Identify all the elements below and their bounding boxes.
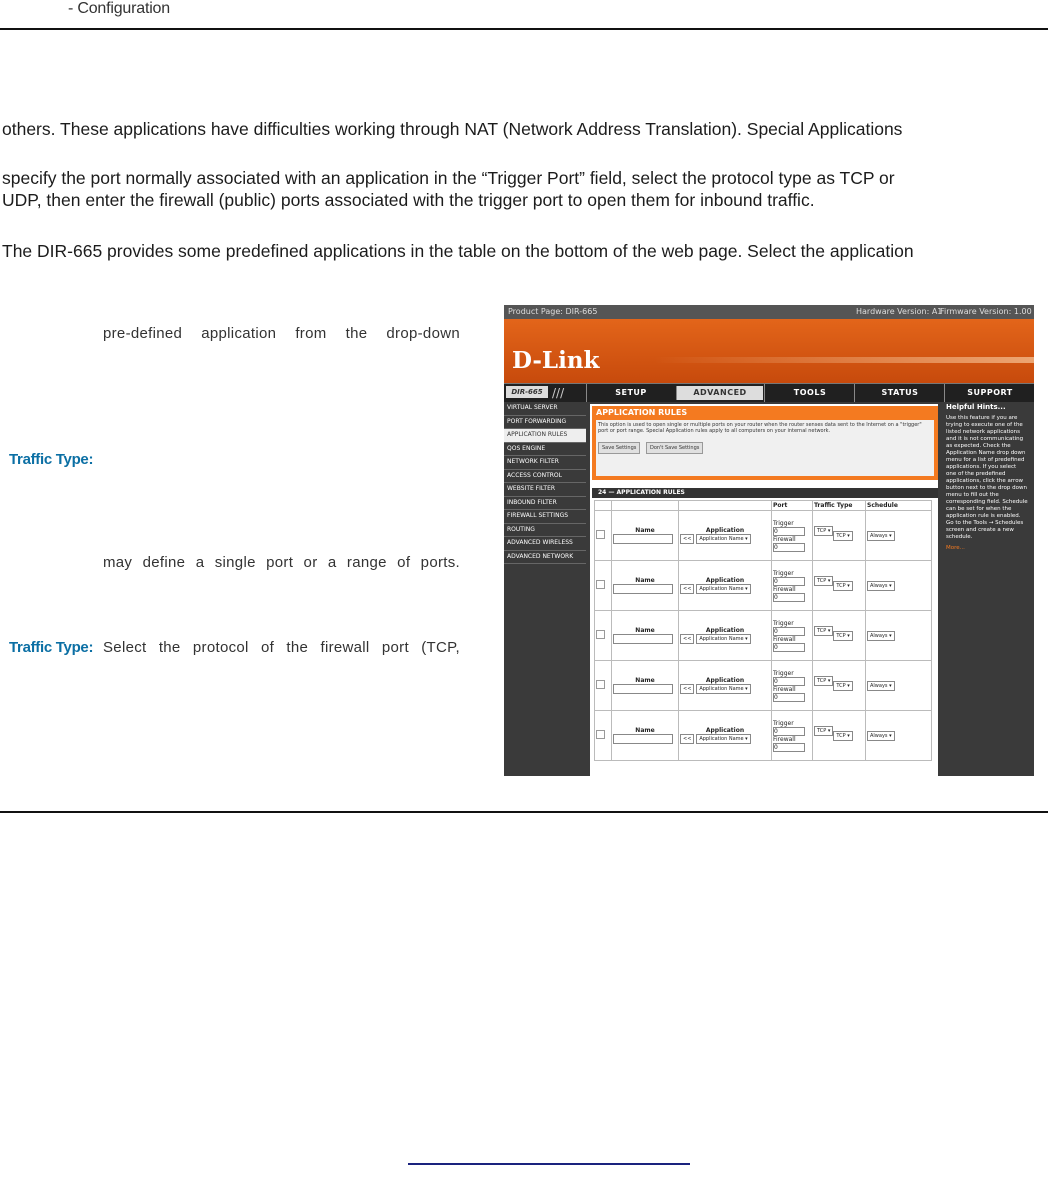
application-select[interactable]: Application Name ▾ bbox=[696, 534, 750, 544]
application-rules-panel bbox=[592, 406, 938, 480]
sidebar-item-virtual-server[interactable]: VIRTUAL SERVER bbox=[504, 402, 586, 416]
definition-line-1: pre-defined application from the drop-down bbox=[103, 325, 460, 342]
product-bar bbox=[504, 305, 1034, 319]
trigger-label: Trigger bbox=[773, 619, 794, 627]
schedule-select[interactable]: Always ▾ bbox=[867, 681, 895, 691]
name-label: Name bbox=[635, 627, 655, 634]
advanced-sidebar bbox=[504, 402, 586, 776]
firewall-port-input[interactable]: 0 bbox=[773, 743, 805, 752]
application-rules-text: This option is used to open single or multiple ports on your router when the router senses data sent to the Internet on a "trigger" port or port range. Special Application rules apply to all computers on your internal network. bbox=[598, 422, 922, 434]
rule-enable-checkbox[interactable] bbox=[596, 580, 605, 589]
firewall-protocol-select[interactable]: TCP ▾ bbox=[833, 531, 852, 541]
top-divider bbox=[0, 28, 1048, 30]
schedule-select[interactable]: Always ▾ bbox=[867, 531, 895, 541]
name-label: Name bbox=[635, 527, 655, 534]
paragraph-1: others. These applications have difficulties working through NAT (Network Address Translation). Special Applications bbox=[2, 119, 903, 139]
rule-enable-checkbox[interactable] bbox=[596, 530, 605, 539]
name-label: Name bbox=[635, 727, 655, 734]
rule-row bbox=[595, 611, 932, 661]
rules-table bbox=[594, 500, 932, 761]
nav-separator-icon: /// bbox=[552, 386, 565, 400]
firewall-protocol-select[interactable]: TCP ▾ bbox=[833, 581, 852, 591]
application-label: Application bbox=[705, 627, 745, 634]
sidebar-item-routing[interactable]: ROUTING bbox=[504, 524, 586, 538]
paragraph-3: UDP, then enter the firewall (public) ports associated with the trigger port to open them for inbound traffic. bbox=[2, 190, 815, 210]
schedule-select[interactable]: Always ▾ bbox=[867, 581, 895, 591]
paragraph-2: specify the port normally associated with an application in the “Trigger Port” field, select the protocol type as TCP or bbox=[2, 168, 895, 188]
trigger-port-input[interactable]: 0 bbox=[773, 627, 805, 636]
trigger-port-input[interactable]: 0 bbox=[773, 577, 805, 586]
trigger-label: Trigger bbox=[773, 519, 794, 527]
copy-application-button[interactable]: << bbox=[680, 684, 694, 694]
col-traffic-type: Traffic Type bbox=[813, 501, 866, 511]
term-traffic-type-1: Traffic Type: bbox=[9, 451, 94, 468]
rule-row bbox=[595, 511, 932, 561]
bottom-divider bbox=[0, 811, 1048, 813]
sidebar-item-inbound-filter[interactable]: INBOUND FILTER bbox=[504, 497, 586, 511]
helpful-hints-text: Use this feature if you are trying to execute one of the listed network applications and it is not communicating as expected. Check the Application Name drop down menu for a list of predefined applications. If you select one of the predefined applications, click the arrow button next to the drop down menu to fill out the corresponding field. Schedule can be set for when the application rule is enabled. Go to the Tools → Schedules screen and create a new schedule. bbox=[946, 415, 1028, 540]
application-label: Application bbox=[705, 527, 745, 534]
application-rules-title: APPLICATION RULES bbox=[596, 408, 688, 417]
firewall-port-input[interactable]: 0 bbox=[773, 593, 805, 602]
rule-name-input[interactable] bbox=[613, 534, 673, 544]
more-link[interactable]: More... bbox=[946, 545, 965, 551]
term-traffic-type-2: Traffic Type: bbox=[9, 639, 94, 656]
copy-application-button[interactable]: << bbox=[680, 584, 694, 594]
application-label: Application bbox=[705, 727, 745, 734]
rule-row bbox=[595, 561, 932, 611]
schedule-select[interactable]: Always ▾ bbox=[867, 731, 895, 741]
application-label: Application bbox=[705, 577, 745, 584]
firewall-label: Firewall bbox=[773, 635, 796, 643]
trigger-port-input[interactable]: 0 bbox=[773, 677, 805, 686]
firewall-label: Firewall bbox=[773, 685, 796, 693]
trigger-protocol-select[interactable]: TCP ▾ bbox=[814, 726, 833, 736]
sidebar-item-application-rules[interactable]: APPLICATION RULES bbox=[504, 429, 586, 443]
firewall-label: Firewall bbox=[773, 585, 796, 593]
firewall-label: Firewall bbox=[773, 735, 796, 743]
sidebar-item-website-filter[interactable]: WEBSITE FILTER bbox=[504, 483, 586, 497]
sidebar-item-port-forwarding[interactable]: PORT FORWARDING bbox=[504, 416, 586, 430]
rule-enable-checkbox[interactable] bbox=[596, 680, 605, 689]
model-badge: DIR-665 bbox=[506, 386, 548, 398]
col-port: Port bbox=[772, 501, 813, 511]
tab-advanced[interactable]: ADVANCED bbox=[676, 386, 763, 400]
application-rules-description bbox=[596, 420, 934, 476]
save-settings-button[interactable]: Save Settings bbox=[598, 442, 640, 454]
dont-save-settings-button[interactable]: Don't Save Settings bbox=[646, 442, 703, 454]
trigger-label: Trigger bbox=[773, 569, 794, 577]
copy-application-button[interactable]: << bbox=[680, 734, 694, 744]
trigger-label: Trigger bbox=[773, 669, 794, 677]
firmware-version: Firmware Version: 1.00 bbox=[940, 307, 1032, 316]
product-page-label: Product Page: DIR-665 bbox=[508, 307, 598, 316]
application-label: Application bbox=[705, 677, 745, 684]
definition-line-2: may define a single port or a range of ports. bbox=[103, 554, 460, 571]
definition-line-3: Select the protocol of the firewall port (TCP, bbox=[103, 639, 460, 656]
router-screenshot bbox=[504, 305, 1034, 776]
sidebar-item-advanced-wireless[interactable]: ADVANCED WIRELESS bbox=[504, 537, 586, 551]
rules-table-header: 24 — APPLICATION RULES bbox=[592, 488, 938, 498]
firewall-port-input[interactable]: 0 bbox=[773, 543, 805, 552]
main-content bbox=[590, 404, 938, 776]
page-breadcrumb: - Configuration bbox=[68, 0, 170, 17]
rule-row bbox=[595, 711, 932, 761]
rule-enable-checkbox[interactable] bbox=[596, 630, 605, 639]
firewall-port-input[interactable]: 0 bbox=[773, 693, 805, 702]
schedule-select[interactable]: Always ▾ bbox=[867, 631, 895, 641]
paragraph-4: The DIR-665 provides some predefined applications in the table on the bottom of the web page. Select the application bbox=[2, 241, 914, 261]
firewall-port-input[interactable]: 0 bbox=[773, 643, 805, 652]
copy-application-button[interactable]: << bbox=[680, 634, 694, 644]
rule-row bbox=[595, 661, 932, 711]
copy-application-button[interactable]: << bbox=[680, 534, 694, 544]
trigger-protocol-select[interactable]: TCP ▾ bbox=[814, 526, 833, 536]
col-schedule: Schedule bbox=[866, 501, 932, 511]
trigger-port-input[interactable]: 0 bbox=[773, 727, 805, 736]
rule-enable-checkbox[interactable] bbox=[596, 730, 605, 739]
firewall-protocol-select[interactable]: TCP ▾ bbox=[833, 731, 852, 741]
application-select[interactable]: Application Name ▾ bbox=[696, 734, 750, 744]
banner-streak bbox=[654, 357, 1034, 363]
main-nav bbox=[504, 383, 1034, 402]
firewall-label: Firewall bbox=[773, 535, 796, 543]
footer-underline bbox=[408, 1163, 690, 1165]
rule-name-input[interactable] bbox=[613, 684, 673, 694]
dlink-banner bbox=[504, 319, 1034, 383]
name-label: Name bbox=[635, 677, 655, 684]
rules-table-head-row bbox=[595, 501, 932, 511]
trigger-label: Trigger bbox=[773, 719, 794, 727]
dlink-logo: D-Link bbox=[512, 347, 600, 374]
trigger-protocol-select[interactable]: TCP ▾ bbox=[814, 626, 833, 636]
application-select[interactable]: Application Name ▾ bbox=[696, 684, 750, 694]
firewall-protocol-select[interactable]: TCP ▾ bbox=[833, 681, 852, 691]
sidebar-item-firewall-settings[interactable]: FIREWALL SETTINGS bbox=[504, 510, 586, 524]
trigger-port-input[interactable]: 0 bbox=[773, 527, 805, 536]
sidebar-item-network-filter[interactable]: NETWORK FILTER bbox=[504, 456, 586, 470]
name-label: Name bbox=[635, 577, 655, 584]
sidebar-item-advanced-network[interactable]: ADVANCED NETWORK bbox=[504, 551, 586, 565]
sidebar-item-qos-engine[interactable]: QOS ENGINE bbox=[504, 443, 586, 457]
trigger-protocol-select[interactable]: TCP ▾ bbox=[814, 576, 833, 586]
rule-name-input[interactable] bbox=[613, 734, 673, 744]
helpful-hints-title: Helpful Hints... bbox=[946, 403, 1006, 411]
trigger-protocol-select[interactable]: TCP ▾ bbox=[814, 676, 833, 686]
hardware-version: Hardware Version: A1 bbox=[856, 307, 943, 316]
rule-name-input[interactable] bbox=[613, 634, 673, 644]
application-select[interactable]: Application Name ▾ bbox=[696, 584, 750, 594]
firewall-protocol-select[interactable]: TCP ▾ bbox=[833, 631, 852, 641]
tab-tools[interactable]: TOOLS bbox=[764, 384, 855, 402]
tab-setup[interactable]: SETUP bbox=[586, 384, 675, 402]
rule-name-input[interactable] bbox=[613, 584, 673, 594]
tab-status[interactable]: STATUS bbox=[854, 384, 945, 402]
tab-support[interactable]: SUPPORT bbox=[944, 384, 1034, 402]
sidebar-item-access-control[interactable]: ACCESS CONTROL bbox=[504, 470, 586, 484]
application-select[interactable]: Application Name ▾ bbox=[696, 634, 750, 644]
helpful-hints-panel bbox=[940, 402, 1034, 776]
